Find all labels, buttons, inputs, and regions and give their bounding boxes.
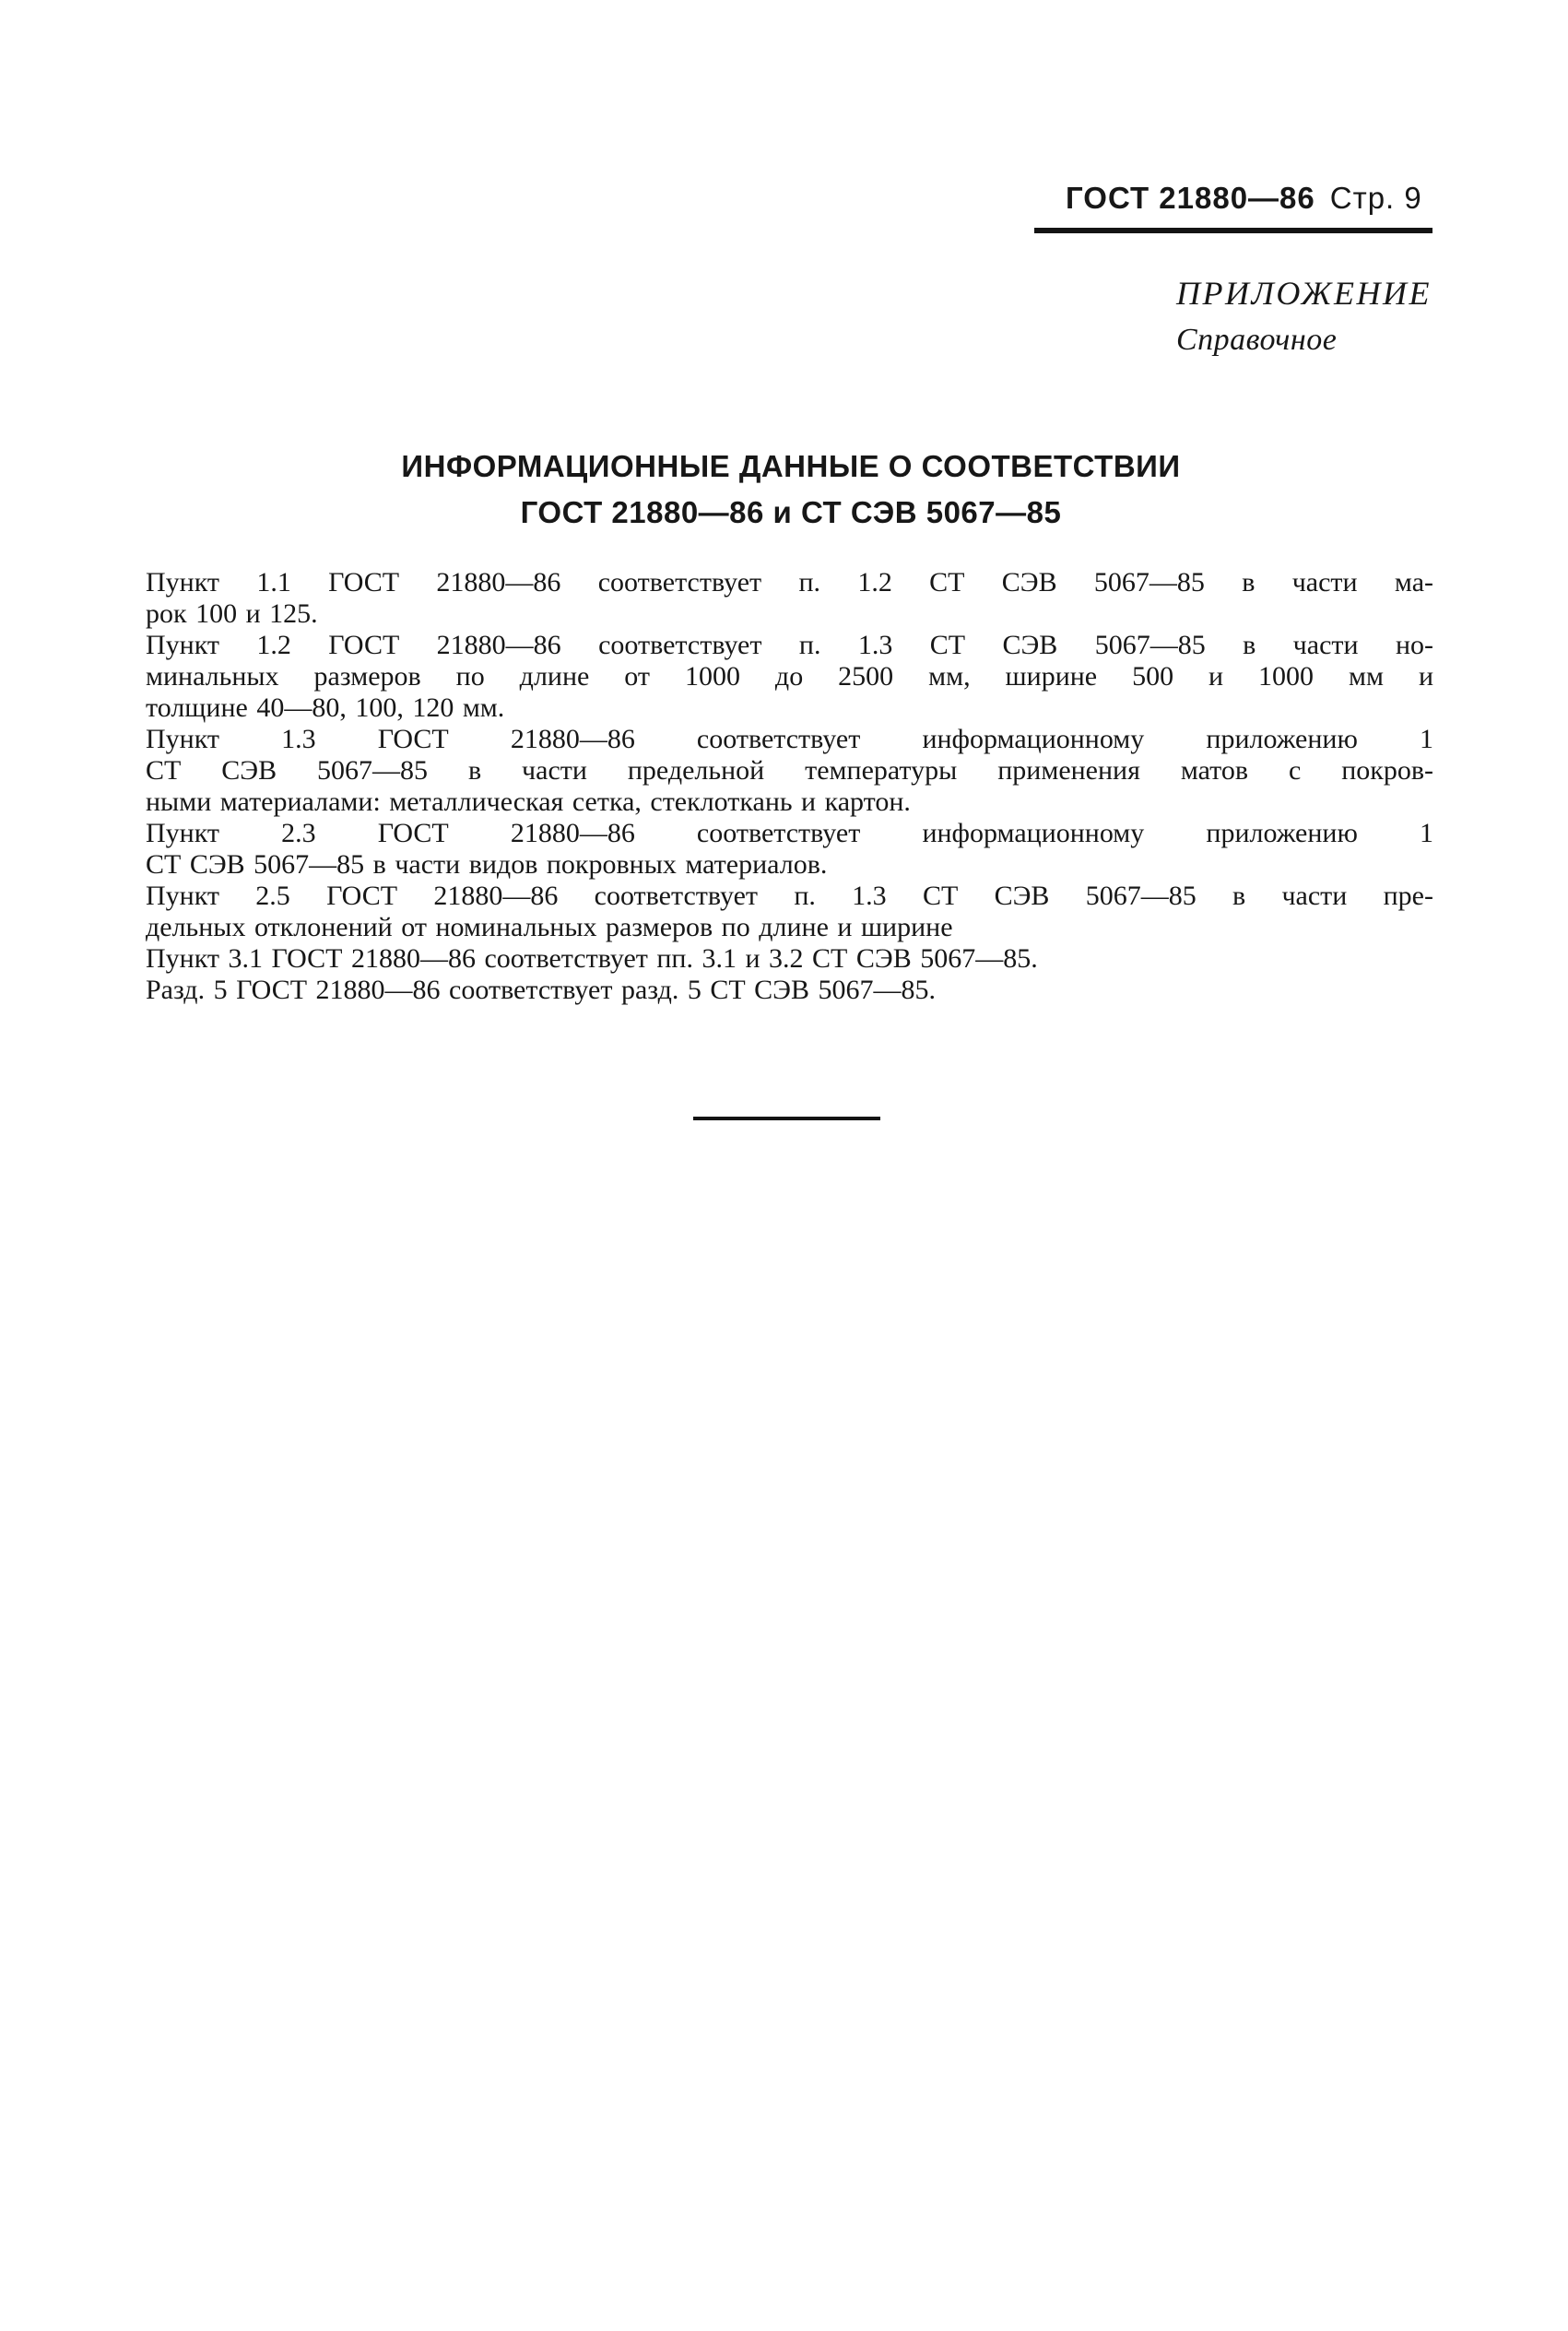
text-line: минальных размеров по длине от 1000 до 2500 мм, ширине 500 и 1000 мм и (146, 661, 1433, 692)
text-line: СТ СЭВ 5067—85 в части видов покровных материалов. (146, 849, 828, 880)
text-line: Пункт 2.3 ГОСТ 21880—86 соответствует информационному приложению 1 (146, 818, 1433, 848)
text-line: Пункт 2.5 ГОСТ 21880—86 соответствует п. 1.3 СТ СЭВ 5067—85 в части пре- (146, 881, 1433, 911)
text-line: ными материалами: металлическая сетка, стеклоткань и картон. (146, 787, 911, 817)
text-line: Пункт 1.2 ГОСТ 21880—86 соответствует п. 1.3 СТ СЭВ 5067—85 в части но- (146, 630, 1433, 660)
text-line: Пункт 1.3 ГОСТ 21880—86 соответствует информационному приложению 1 (146, 724, 1433, 754)
document-number: ГОСТ 21880—86 (1066, 181, 1315, 215)
text-line: Пункт 1.1 ГОСТ 21880—86 соответствует п. 1.2 СТ СЭВ 5067—85 в части ма- (146, 567, 1433, 598)
text-line: Разд. 5 ГОСТ 21880—86 соответствует разд. 5 СТ СЭВ 5067—85. (146, 975, 936, 1005)
text-line: рок 100 и 125. (146, 598, 318, 629)
text-line: дельных отклонений от номинальных размеров по длине и ширине (146, 912, 953, 942)
text-line: СТ СЭВ 5067—85 в части предельной температуры применения матов с покров- (146, 755, 1433, 786)
appendix-title: ПРИЛОЖЕНИЕ (1176, 275, 1432, 312)
appendix-subtitle: Справочное (1176, 323, 1338, 357)
body-text (146, 567, 1433, 1006)
running-header (1066, 181, 1422, 216)
header-rule (1034, 228, 1432, 233)
section-heading-line-2: ГОСТ 21880—86 и СТ СЭВ 5067—85 (520, 495, 1062, 529)
appendix-block (1176, 274, 1432, 358)
end-of-section-rule (693, 1117, 880, 1120)
page-number: Стр. 9 (1329, 181, 1422, 215)
text-line: толщине 40—80, 100, 120 мм. (146, 692, 505, 723)
section-heading-line-1: ИНФОРМАЦИОННЫЕ ДАННЫЕ О СООТВЕТСТВИИ (401, 449, 1181, 483)
section-heading (146, 449, 1436, 530)
text-line: Пункт 3.1 ГОСТ 21880—86 соответствует пп. 3.1 и 3.2 СТ СЭВ 5067—85. (146, 943, 1038, 974)
